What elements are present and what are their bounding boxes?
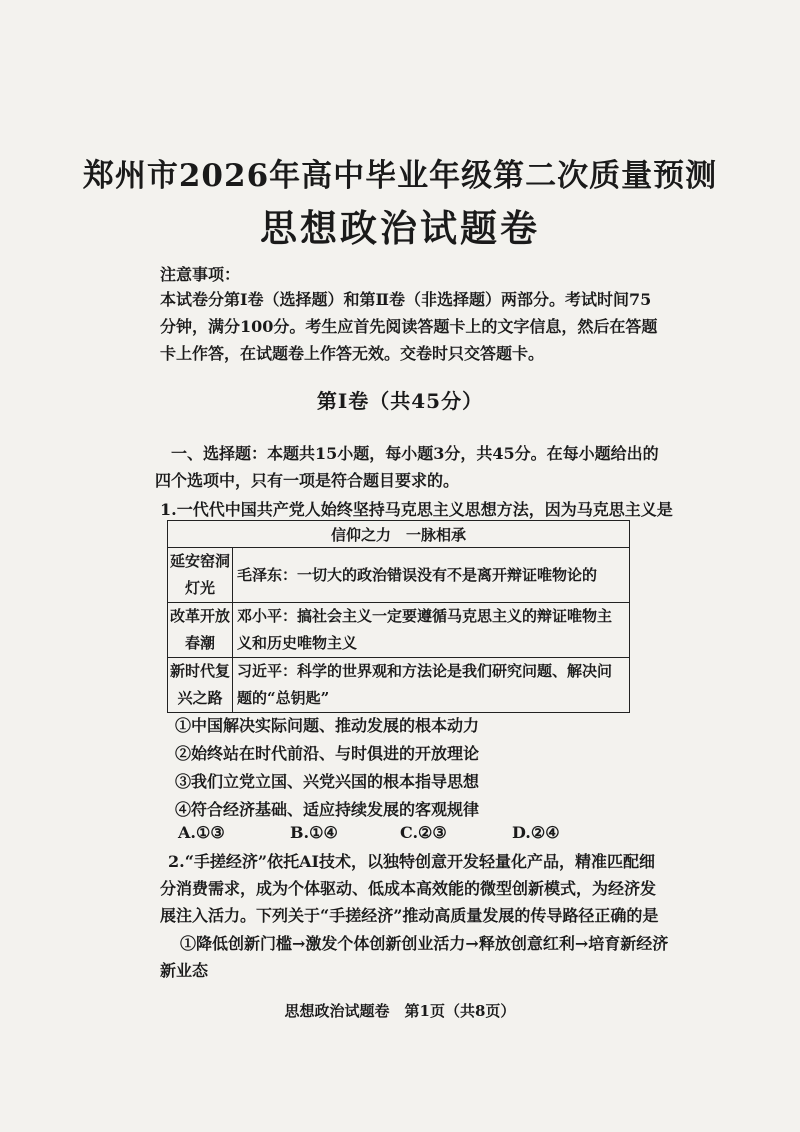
notice-body: 本试卷分第Ⅰ卷（选择题）和第Ⅱ卷（非选择题）两部分。考试时间75分钟，满分100分。考生应首先阅读答题卡上的文字信息，然后在答题卡上作答，在试题卷上作答无效。交卷时只交答题卡。 — [160, 290, 658, 363]
option-item: ①中国解决实际问题、推动发展的根本动力 — [175, 716, 480, 735]
option-item: ④符合经济基础、适应持续发展的客观规律 — [175, 800, 480, 819]
question-1-choices — [178, 820, 658, 846]
section-instructions: 一、选择题：本题共15小题，每小题3分，共45分。在每小题给出的四个选项中，只有一项是符合题目要求的。 — [155, 444, 659, 490]
section-title: 第Ⅰ卷（共45分） — [316, 389, 484, 413]
question-1-stem: 1.一代代中国共产党人始终坚持马克思主义思想方法，因为马克思主义是 — [160, 500, 673, 519]
option-item: ②始终站在时代前沿、与时俱进的开放理论 — [175, 744, 480, 763]
page-footer: 思想政治试题卷 第1页（共8页） — [284, 1002, 516, 1020]
table-row-text: 毛泽东：一切大的政治错误没有不是离开辩证唯物论的 — [233, 548, 630, 603]
question-1-options — [175, 712, 479, 824]
choice-b: B.①④ — [290, 823, 338, 842]
table-row — [168, 603, 630, 658]
choice-c: C.②③ — [400, 823, 447, 842]
table-row — [168, 658, 630, 713]
question-2-option-1: ①降低创新门槛→激发个体创新创业活力→释放创意红利→培育新经济新业态 — [160, 934, 669, 980]
notice-heading: 注意事项： — [160, 265, 241, 284]
table-row-label: 延安窑洞灯光 — [168, 548, 233, 603]
exam-title: 郑州市2026年高中毕业年级第二次质量预测 — [82, 158, 718, 194]
choice-d: D.②④ — [512, 823, 560, 842]
question-2-stem: 2.“手搓经济”依托AI技术，以独特创意开发轻量化产品，精准匹配细分消费需求，成为个体驱动、低成本高效能的微型创新模式，为经济发展注入活力。下列关于“手搓经济”推动高质量发展的传导路径正确的是 — [160, 852, 659, 925]
table-row-label: 新时代复兴之路 — [168, 658, 233, 713]
table-row-text: 习近平：科学的世界观和方法论是我们研究问题、解决问题的“总钥匙” — [233, 658, 630, 713]
table-row-text: 邓小平：搞社会主义一定要遵循马克思主义的辩证唯物主义和历史唯物主义 — [233, 603, 630, 658]
subject-title: 思想政治试题卷 — [260, 206, 540, 250]
option-item: ③我们立党立国、兴党兴国的根本指导思想 — [175, 772, 480, 791]
table-row — [168, 548, 630, 603]
table-header: 信仰之力 一脉相承 — [168, 521, 630, 548]
choice-a: A.①③ — [178, 823, 225, 842]
question-1-table — [167, 520, 630, 713]
table-row-label: 改革开放春潮 — [168, 603, 233, 658]
